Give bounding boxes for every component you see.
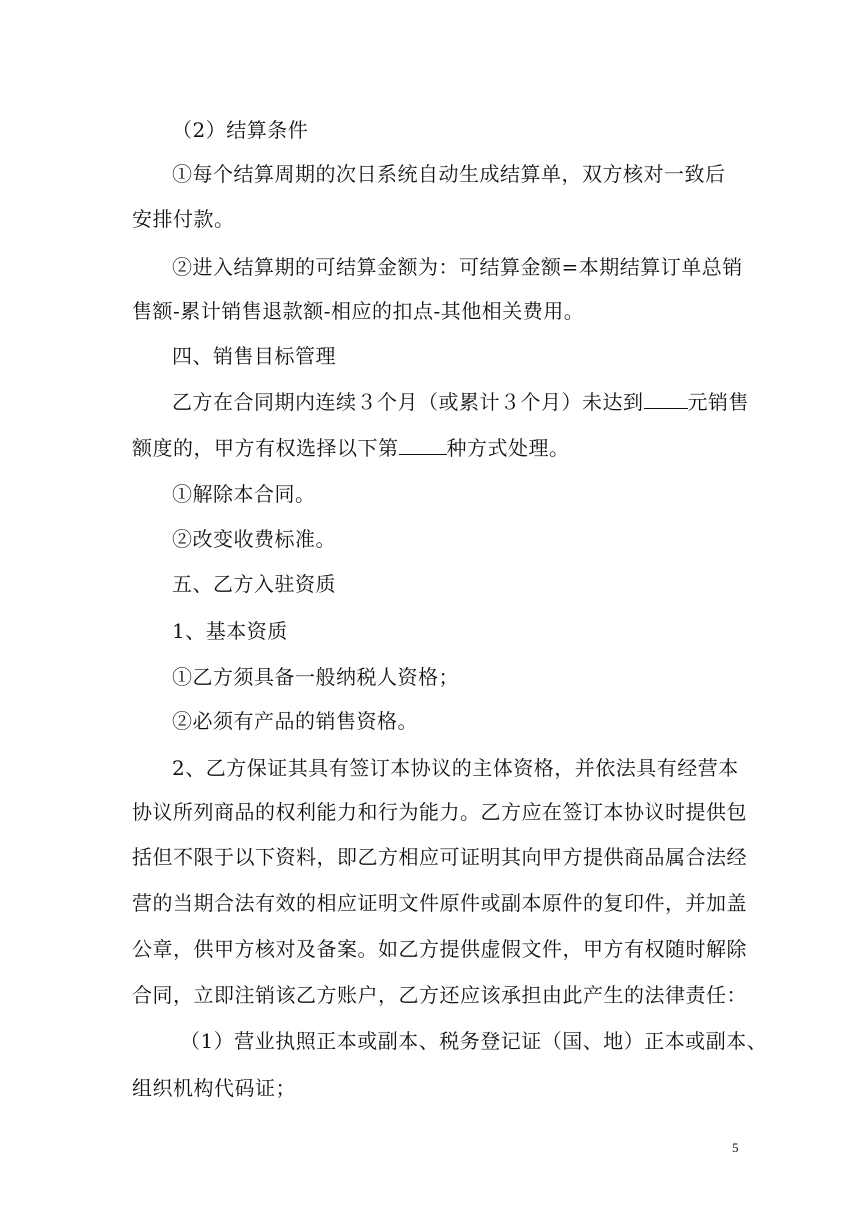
- paragraph-line: 括但不限于以下资料，即乙方相应可证明其向甲方提供商品属合法经: [132, 845, 747, 869]
- blank-option: [399, 436, 447, 455]
- paragraph-line: 2、乙方保证其具有签订本协议的主体资格，并依法具有经营本: [172, 756, 739, 780]
- page-number: 5: [732, 1140, 739, 1155]
- paragraph-line: [0, 390, 868, 414]
- paragraph-line: 协议所列商品的权利能力和行为能力。乙方应在签订本协议时提供包: [132, 800, 747, 824]
- blank-amount: [644, 390, 688, 409]
- list-item: ②改变收费标准。: [172, 527, 336, 551]
- sales-target-text: 乙方在合同期内连续３个月（或累计３个月）未达到: [172, 390, 644, 414]
- paragraph-line: ②进入结算期的可结算金额为：可结算金额=本期结算订单总销: [172, 255, 743, 279]
- paragraph-line: 合同，立即注销该乙方账户，乙方还应该承担由此产生的法律责任：: [132, 983, 747, 1007]
- paragraph-line: ①每个结算周期的次日系统自动生成结算单，双方核对一致后: [172, 162, 726, 186]
- option-suffix: 种方式处理。: [446, 436, 570, 460]
- sales-target-suffix: 元销售: [687, 390, 749, 414]
- list-item: ①解除本合同。: [172, 482, 316, 506]
- section-heading: 五、乙方入驻资质: [172, 572, 336, 596]
- list-item: ①乙方须具备一般纳税人资格；: [172, 665, 459, 689]
- option-text: 额度的，甲方有权选择以下第: [132, 436, 399, 460]
- paragraph-line: 售额-累计销售退款额-相应的扣点-其他相关费用。: [132, 299, 585, 323]
- section-heading: 四、销售目标管理: [172, 344, 336, 368]
- list-item: （1）营业执照正本或副本、税务登记证（国、地）正本或副本、: [180, 1029, 768, 1053]
- paragraph-line: [0, 436, 868, 460]
- paragraph-line: 公章，供甲方核对及备案。如乙方提供虚假文件，甲方有权随时解除: [132, 937, 747, 961]
- paragraph-line: 营的当期合法有效的相应证明文件原件或副本原件的复印件，并加盖: [132, 891, 747, 915]
- paragraph-line: 组织机构代码证；: [132, 1076, 296, 1100]
- paragraph-line: 安排付款。: [132, 207, 235, 231]
- settlement-heading: （2）结算条件: [172, 118, 309, 142]
- list-item: ②必须有产品的销售资格。: [172, 709, 418, 733]
- subsection-heading: 1、基本资质: [172, 619, 288, 643]
